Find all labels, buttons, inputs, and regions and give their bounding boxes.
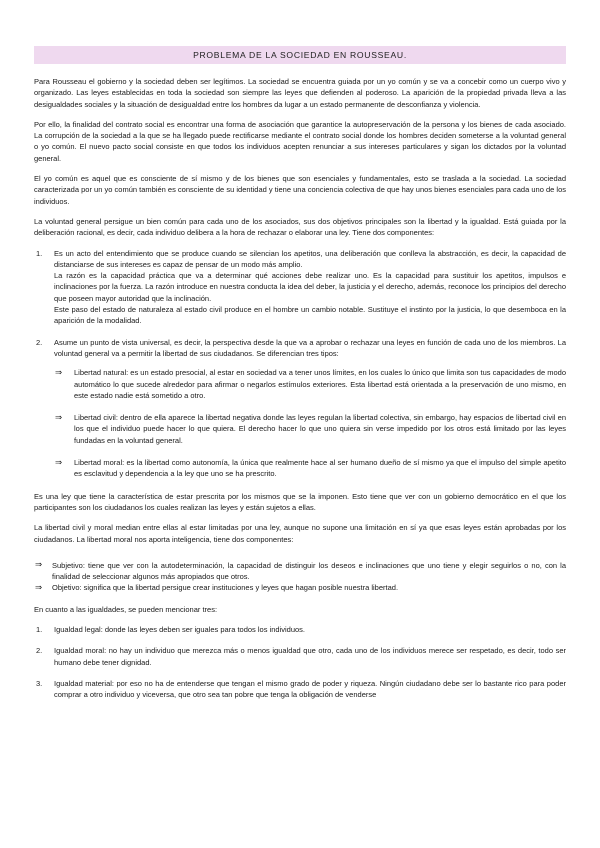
arrow-icon: ⇒ [55,456,63,467]
list-number: 1. [36,248,43,258]
objective-text: Objetivo: significa que la libertad persigue crear instituciones y leyes que hagan posible nuestra libertad. [52,583,399,593]
list-item-subjective [34,560,566,583]
list-item-natural-freedom [54,367,566,401]
paragraph-contract: Por ello, la finalidad del contrato social es encontrar una forma de asociación que garantice la autopreservación de la persona y los bienes de cada asociado. La corrupción de la sociedad a la que se ha llegado puede rectificarse mediante el contrato social donde los hombres deciden someterse a la voluntad general o yo común. El nuevo pacto social consiste en que todos los individuos acepten renunciar a sus intereses particulares y sigan los dictados por la voluntad general. [34,119,566,163]
component-1-text-transition: Este paso del estado de naturaleza al estado civil produce en el hombre un cambio notable. Sustituye el instinto por la justicia, lo que desemboca en la aparición de la modalidad. [54,305,566,326]
title-banner [34,46,566,64]
list-item-civil-freedom [54,412,566,446]
list-item-component-1 [34,248,566,327]
arrow-icon: ⇒ [35,581,43,592]
arrow-icon: ⇒ [55,411,63,422]
components-list [34,248,566,480]
freedom-types-list [54,367,566,479]
paragraph-intro: Para Rousseau el gobierno y la sociedad deben ser legítimos. La sociedad se encuentra guiada por un yo común y se va a concebir como un cuerpo vivo y organizado. Las leyes establecidas en toda la sociedad son siempre las leyes que defienden al poderoso. La aparición de la propiedad privada lleva a las desigualdades sociales y la situación de desigualdad entre los hombres da lugar a un estado permanente de desconfianza y violencia. [34,77,566,109]
paragraph-liberty: La libertad civil y moral median entre ellas al estar limitadas por una ley, aunque no supone una limitación en sí ya que esas leyes están aprobadas por los ciudadanos. La libertad moral nos aporta inteligencia, tiene dos componentes: [34,523,566,544]
component-1-text-reason: La razón es la capacidad práctica que va a determinar qué acciones debe realizar uno. Es la capacidad para sustituir los apetitos, impulsos e inclinaciones por la fuerza. La razón introduce en nuestra conducta la idea del deber, la justicia y el derecho, además, reconoce los principios del derecho que poseen mayor autoridad que la inclinación. [54,271,566,303]
component-1-text: Es un acto del entendimiento que se produce cuando se silencian los apetitos, una deliberación que conlleva la abstracción, es decir, la capacidad de distanciarse de sus intereses es capaz de pensar de un modo más amplio. [54,248,566,269]
moral-equality-text: Igualdad moral: no hay un individuo que merezca más o menos igualdad que otro, cada uno de los individuos merece ser respetado, es decir, todo ser humano debe tener dignidad. [54,646,566,667]
natural-freedom-text: Libertad natural: es un estado presocial, al estar en sociedad va a tener unos límites, en los cuales lo único que limita son tus capacidades de modo automático lo que sucede alrededor para afirmar o negarlos estímulos exteriores. Esta libertad está orientada a la preservación de uno mismo, en este estado nadie está sometido a otro. [74,368,566,400]
list-item-component-2 [34,337,566,480]
paragraph-law: Es una ley que tiene la característica de estar prescrita por los mismos que se la imponen. Esto tiene que ver con un gobierno democrático en el que los participantes son los ciudadanos los cuales realizan las leyes y están sujetos a ellas. [34,491,566,512]
list-number: 2. [36,646,43,656]
civil-freedom-text: Libertad civil: dentro de ella aparece la libertad negativa donde las leyes regulan la libertad colectiva, sin embargo, hay espacios de libertad civil en los que el individuo puede hacer lo que quiera. El derecho hacer lo que uno quiera sin verse impedido por los otros está limitado por las leyes fundadas en la voluntad general. [74,413,566,445]
list-number: 1. [36,624,43,634]
component-2-text: Asume un punto de vista universal, es decir, la perspectiva desde la que va a aprobar o rechazar una leyes en función de cada uno de los miembros. La voluntad general va a permitir la libertad de sus ciudadanos. Se diferencian tres tipos: [54,337,566,358]
paragraph-general-will: La voluntad general persigue un bien común para cada uno de los asociados, sus dos objetivos principales son la libertad y la igualdad. Está guiada por la deliberación racional, es decir, cada individuo delibera a la hora de rechazar o elaborar una ley. Tiene dos componentes: [34,216,566,238]
moral-freedom-text: Libertad moral: es la libertad como autonomía, la única que realmente hace al ser humano dueño de sí mismo ya que el impulso del simple apetito es esclavitud y dependencia a la ley que uno se ha prescrito. [74,458,566,479]
paragraph-common-self: El yo común es aquel que es consciente de sí mismo y de los bienes que son esenciales y fundamentales, esto se traslada a la sociedad. La sociedad caracterizada por un yo común también es consciente de su identidad y tiene una conciencia colectiva de que hay unos bienes esenciales para cada uno de los individuos. [34,174,566,206]
legal-equality-text: Igualdad legal: donde las leyes deben ser iguales para todos los individuos. [54,624,306,634]
list-item-moral-equality [34,645,566,668]
list-number: 3. [36,678,43,688]
list-item-material-equality [34,678,566,701]
paragraph-equality-intro: En cuanto a las igualdades, se pueden mencionar tres: [34,604,218,614]
page-title: PROBLEMA DE LA SOCIEDAD EN ROUSSEAU. [193,50,407,60]
arrow-icon: ⇒ [35,559,43,570]
material-equality-text: Igualdad material: por eso no ha de entenderse que tengan el mismo grado de poder y riqueza. Ningún ciudadano debe ser lo bastante rico para poder comprar a otro individuo y viceversa, que otro sea tan pobre que tenga la obligación de venderse [54,678,566,700]
list-item-legal-equality [34,624,566,635]
equalities-list [34,624,566,700]
moral-components-list [34,560,566,594]
list-number: 2. [36,337,43,347]
list-item-objective [34,582,566,593]
list-item-moral-freedom [54,457,566,480]
arrow-icon: ⇒ [55,366,63,377]
subjective-text: Subjetivo: tiene que ver con la autodeterminación, la capacidad de distinguir los deseos e inclinaciones que uno tiene y elegir seguirlos o no, con la finalidad de seleccionar algunos más apropiados que otros. [52,560,566,582]
